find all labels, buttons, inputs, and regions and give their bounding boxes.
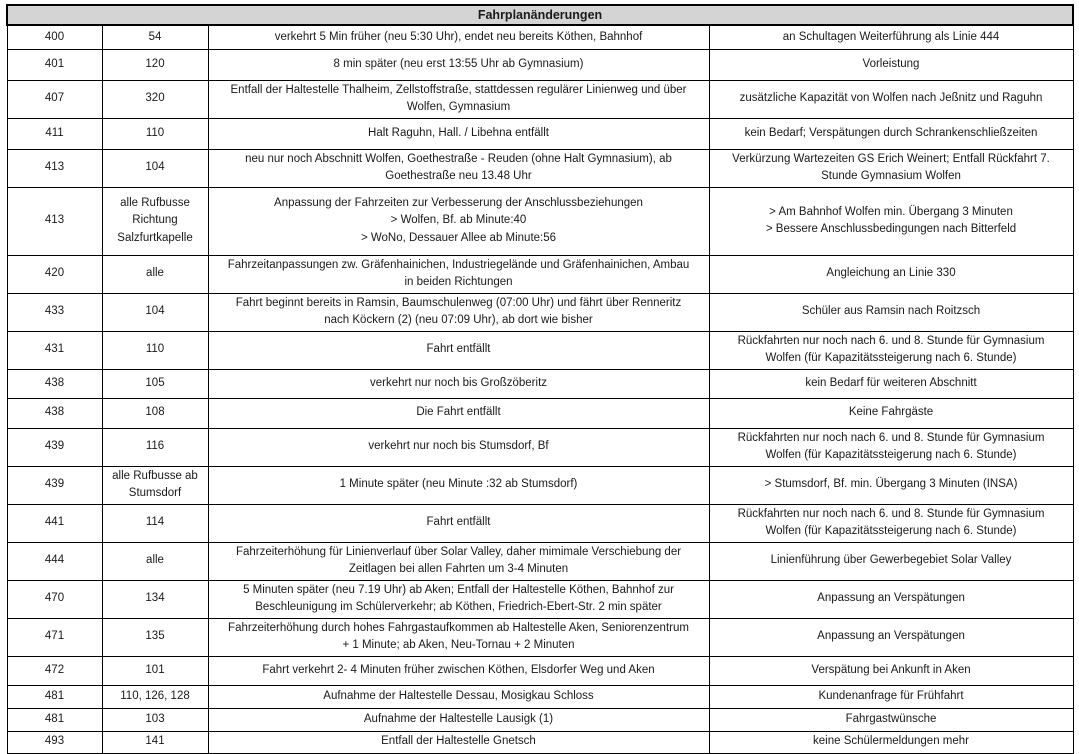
reason-cell-text: Anpassung an Verspätungen <box>817 630 965 643</box>
reason-cell-text: kein Bedarf für weiteren Abschnitt <box>805 376 977 389</box>
reason-cell[interactable] <box>709 685 1073 708</box>
change-description-cell-text: 5 Minuten später (neu 7.19 Uhr) ab Aken; Entfall der Haltestelle Köthen, Bahnhof zur Beschleunigung im Schülerverkehr; ab Köthen, Friedrich-Ebert-Str. 2 min später <box>243 583 674 613</box>
change-description-cell-text: 8 min später (neu erst 13:55 Uhr ab Gymnasium) <box>333 57 584 70</box>
table-row <box>7 685 1073 708</box>
reason-cell[interactable] <box>709 708 1073 731</box>
change-description-cell-text: 1 Minute später (neu Minute :32 ab Stumsdorf) <box>339 478 578 491</box>
line-number-cell-text: 420 <box>44 267 65 280</box>
reason-cell[interactable] <box>709 149 1073 187</box>
trip-cell-text: 116 <box>145 440 165 453</box>
line-number-cell[interactable] <box>7 731 102 753</box>
line-number-cell-text: 470 <box>44 592 65 605</box>
reason-cell-text: Rückfahrten nur noch nach 6. und 8. Stunde für Gymnasium Wolfen (für Kapazitätssteigerung nach 6. Stunde) <box>737 431 1045 461</box>
reason-cell-text: keine Schülermeldungen mehr <box>813 735 969 748</box>
trip-cell[interactable] <box>102 398 208 428</box>
trip-cell-text: 120 <box>145 57 165 70</box>
table-row <box>7 708 1073 731</box>
line-number-cell[interactable] <box>7 504 102 542</box>
line-number-cell[interactable] <box>7 618 102 656</box>
table-row <box>7 49 1073 80</box>
trip-cell-text: 320 <box>145 92 165 105</box>
table-row <box>7 255 1073 293</box>
reason-cell[interactable] <box>709 49 1073 80</box>
trip-cell-text: 101 <box>145 663 165 676</box>
change-description-cell-text: verkehrt nur noch bis Stumsdorf, Bf <box>368 440 549 453</box>
title-row <box>7 5 1073 25</box>
trip-cell-text: alle Rufbusse Richtung Salzfurtkapelle <box>117 196 193 244</box>
reason-cell-text: an Schultagen Weiterführung als Linie 444 <box>782 30 1000 43</box>
change-description-cell[interactable] <box>208 293 709 331</box>
line-number-cell[interactable] <box>7 293 102 331</box>
line-number-cell-text: 400 <box>44 30 65 43</box>
trip-cell[interactable] <box>102 80 208 118</box>
reason-cell-text: Rückfahrten nur noch nach 6. und 8. Stunde für Gymnasium Wolfen (für Kapazitätssteigerung nach 6. Stunde) <box>737 507 1045 537</box>
line-number-cell-text: 472 <box>44 663 65 676</box>
reason-cell[interactable] <box>709 618 1073 656</box>
trip-cell[interactable] <box>102 580 208 618</box>
trip-cell-text: 104 <box>145 161 165 174</box>
trip-cell[interactable] <box>102 504 208 542</box>
line-number-cell[interactable] <box>7 80 102 118</box>
reason-cell-text: > Am Bahnhof Wolfen min. Übergang 3 Minuten > Bessere Anschlussbedingungen nach Bitterfeld <box>765 205 1017 235</box>
line-number-cell[interactable] <box>7 580 102 618</box>
trip-cell-text: alle <box>146 554 164 567</box>
change-description-cell-text: Anpassung der Fahrzeiten zur Verbesserung der Anschlussbeziehungen > Wolfen, Bf. ab Minute:40 > WoNo, Dessauer Allee ab Minute:56 <box>274 196 643 244</box>
change-description-cell[interactable] <box>208 504 709 542</box>
table-row <box>7 80 1073 118</box>
change-description-cell[interactable] <box>208 80 709 118</box>
line-number-cell-text: 413 <box>44 214 65 227</box>
reason-cell[interactable] <box>709 731 1073 753</box>
line-number-cell[interactable] <box>7 656 102 685</box>
reason-cell[interactable] <box>709 118 1073 149</box>
reason-cell-text: Schüler aus Ramsin nach Roitzsch <box>801 305 981 318</box>
change-description-cell-text: Die Fahrt entfällt <box>416 406 501 419</box>
line-number-cell[interactable] <box>7 331 102 369</box>
line-number-cell[interactable] <box>7 708 102 731</box>
trip-cell-text: 134 <box>145 592 165 605</box>
reason-cell[interactable] <box>709 25 1073 49</box>
table-body <box>7 25 1073 753</box>
change-description-cell[interactable] <box>208 255 709 293</box>
line-number-cell-text: 481 <box>44 712 65 725</box>
change-description-cell-text: neu nur noch Abschnitt Wolfen, Goethestraße - Reuden (ohne Halt Gymnasium), ab Goethestraße neu 13.48 Uhr <box>245 152 672 182</box>
trip-cell-text: 110 <box>145 126 165 139</box>
table-row <box>7 25 1073 49</box>
change-description-cell-text: verkehrt nur noch bis Großzöberitz <box>369 376 548 389</box>
reason-cell-text: Vorleistung <box>862 57 920 70</box>
trip-cell[interactable] <box>102 369 208 398</box>
reason-cell-text: Verkürzung Wartezeiten GS Erich Weinert; Entfall Rückfahrt 7. Stunde Gymnasium Wolfen <box>732 152 1050 182</box>
trip-cell-text: 103 <box>145 712 165 725</box>
line-number-cell[interactable] <box>7 118 102 149</box>
trip-cell[interactable] <box>102 187 208 255</box>
line-number-cell-text: 401 <box>44 57 65 70</box>
trip-cell-text: 114 <box>145 516 165 529</box>
table-row <box>7 398 1073 428</box>
line-number-cell-text: 438 <box>44 376 65 389</box>
reason-cell-text: zusätzliche Kapazität von Wolfen nach Jeßnitz und Raguhn <box>739 92 1043 105</box>
change-description-cell[interactable] <box>208 331 709 369</box>
change-description-cell-text: Fahrt entfällt <box>426 516 491 529</box>
trip-cell[interactable] <box>102 118 208 149</box>
change-description-cell-text: Fahrzeiterhöhung durch hohes Fahrgastaufkommen ab Haltestelle Aken, Seniorenzentrum + 1 Minute; ab Aken, Neu-Tornau + 2 Minuten <box>228 621 689 651</box>
change-description-cell[interactable] <box>208 428 709 466</box>
table-row <box>7 466 1073 504</box>
reason-cell-text: > Stumsdorf, Bf. min. Übergang 3 Minuten (INSA) <box>764 478 1018 491</box>
reason-cell[interactable] <box>709 80 1073 118</box>
trip-cell-text: 141 <box>145 735 165 748</box>
table-row <box>7 618 1073 656</box>
trip-cell-text: 104 <box>145 305 165 318</box>
line-number-cell[interactable] <box>7 255 102 293</box>
reason-cell[interactable] <box>709 466 1073 504</box>
trip-cell[interactable] <box>102 618 208 656</box>
reason-cell-text: Fahrgastwünsche <box>845 712 937 725</box>
reason-cell[interactable] <box>709 187 1073 255</box>
change-description-cell[interactable] <box>208 656 709 685</box>
table-row <box>7 369 1073 398</box>
reason-cell-text: Rückfahrten nur noch nach 6. und 8. Stunde für Gymnasium Wolfen (für Kapazitätssteigerung nach 6. Stunde) <box>737 334 1045 364</box>
change-description-cell[interactable] <box>208 118 709 149</box>
line-number-cell[interactable] <box>7 25 102 49</box>
change-description-cell[interactable] <box>208 187 709 255</box>
table-row <box>7 504 1073 542</box>
table-row <box>7 542 1073 580</box>
table-row <box>7 331 1073 369</box>
line-number-cell[interactable] <box>7 369 102 398</box>
change-description-cell[interactable] <box>208 369 709 398</box>
line-number-cell[interactable] <box>7 149 102 187</box>
line-number-cell[interactable] <box>7 542 102 580</box>
change-description-cell[interactable] <box>208 708 709 731</box>
line-number-cell[interactable] <box>7 685 102 708</box>
reason-cell[interactable] <box>709 504 1073 542</box>
trip-cell-text: alle Rufbusse ab Stumsdorf <box>112 469 198 499</box>
change-description-cell[interactable] <box>208 731 709 753</box>
trip-cell-text: 135 <box>145 630 165 643</box>
reason-cell[interactable] <box>709 331 1073 369</box>
trip-cell-text: 108 <box>145 406 165 419</box>
change-description-cell[interactable] <box>208 398 709 428</box>
change-description-cell-text: Aufnahme der Haltestelle Lausigk (1) <box>363 712 554 725</box>
trip-cell[interactable] <box>102 149 208 187</box>
line-number-cell-text: 439 <box>44 478 65 491</box>
line-number-cell-text: 493 <box>44 735 65 748</box>
reason-cell-text: Angleichung an Linie 330 <box>826 267 956 280</box>
reason-cell[interactable] <box>709 580 1073 618</box>
line-number-cell-text: 411 <box>45 126 64 139</box>
change-description-cell-text: Halt Raguhn, Hall. / Libehna entfällt <box>368 126 549 139</box>
trip-cell[interactable] <box>102 49 208 80</box>
table-title: Fahrplanänderungen <box>7 5 1073 25</box>
reason-cell-text: Linienführung über Gewerbegebiet Solar Valley <box>770 554 1012 567</box>
trip-cell[interactable] <box>102 255 208 293</box>
change-description-cell-text: Fahrt beginnt bereits in Ramsin, Baumschulenweg (07:00 Uhr) und fährt über Renneritz nach Köckern (2) (neu 07:09 Uhr), ab dort wie bisher <box>235 296 682 326</box>
reason-cell-text: Anpassung an Verspätungen <box>817 592 965 605</box>
reason-cell[interactable] <box>709 255 1073 293</box>
trip-cell-text: 54 <box>148 30 162 43</box>
change-description-cell-text: Entfall der Haltestelle Thalheim, Zellstoffstraße, stattdessen regulärer Linienweg und über Wolfen, Gymnasium <box>230 83 687 113</box>
trip-cell[interactable] <box>102 656 208 685</box>
change-description-cell-text: Fahrzeitanpassungen zw. Gräfenhainichen, Industriegelände und Gräfenhainichen, Ambau in beiden Richtungen <box>227 258 690 288</box>
table-row <box>7 293 1073 331</box>
trip-cell-text: 110 <box>145 343 165 356</box>
line-number-cell-text: 441 <box>44 516 65 529</box>
line-number-cell[interactable] <box>7 187 102 255</box>
line-number-cell-text: 481 <box>44 689 65 702</box>
trip-cell[interactable] <box>102 731 208 753</box>
table-row <box>7 187 1073 255</box>
change-description-cell-text: Fahrt entfällt <box>426 343 491 356</box>
reason-cell[interactable] <box>709 398 1073 428</box>
reason-cell[interactable] <box>709 656 1073 685</box>
line-number-cell[interactable] <box>7 49 102 80</box>
reason-cell-text: Kundenanfrage für Frühfahrt <box>818 689 964 702</box>
reason-cell[interactable] <box>709 428 1073 466</box>
table-row <box>7 118 1073 149</box>
line-number-cell-text: 471 <box>44 630 65 643</box>
change-description-cell-text: Fahrt verkehrt 2- 4 Minuten früher zwischen Köthen, Elsdorfer Weg und Aken <box>262 663 655 676</box>
change-description-cell[interactable] <box>208 49 709 80</box>
reason-cell-text: Verspätung bei Ankunft in Aken <box>811 663 971 676</box>
change-description-cell[interactable] <box>208 25 709 49</box>
line-number-cell-text: 413 <box>44 161 65 174</box>
trip-cell[interactable] <box>102 428 208 466</box>
reason-cell-text: Keine Fahrgäste <box>848 406 934 419</box>
table-row <box>7 656 1073 685</box>
line-number-cell[interactable] <box>7 466 102 504</box>
line-number-cell-text: 407 <box>44 92 65 105</box>
trip-cell[interactable] <box>102 293 208 331</box>
change-description-cell-text: Fahrzeiterhöhung für Linienverlauf über Solar Valley, daher mimimale Verschiebung der Zeitlagen bei allen Fahrten um 3-4 Minuten <box>235 545 682 575</box>
line-number-cell[interactable] <box>7 398 102 428</box>
reason-cell-text: kein Bedarf; Verspätungen durch Schrankenschließzeiten <box>744 126 1038 139</box>
trip-cell-text: 105 <box>145 376 165 389</box>
reason-cell[interactable] <box>709 542 1073 580</box>
trip-cell[interactable] <box>102 25 208 49</box>
change-description-cell[interactable] <box>208 149 709 187</box>
change-description-cell[interactable] <box>208 542 709 580</box>
reason-cell[interactable] <box>709 369 1073 398</box>
table-row <box>7 149 1073 187</box>
line-number-cell[interactable] <box>7 428 102 466</box>
change-description-cell[interactable] <box>208 580 709 618</box>
trip-cell-text: alle <box>146 267 164 280</box>
table-row <box>7 580 1073 618</box>
trip-cell[interactable] <box>102 466 208 504</box>
line-number-cell-text: 431 <box>44 343 65 356</box>
line-number-cell-text: 433 <box>44 305 65 318</box>
trip-cell[interactable] <box>102 708 208 731</box>
change-description-cell-text: Entfall der Haltestelle Gnetsch <box>381 735 536 748</box>
line-number-cell-text: 444 <box>44 554 65 567</box>
table-row <box>7 428 1073 466</box>
trip-cell-text: 110, 126, 128 <box>120 689 190 702</box>
reason-cell[interactable] <box>709 293 1073 331</box>
line-number-cell-text: 439 <box>44 440 65 453</box>
change-description-cell-text: Aufnahme der Haltestelle Dessau, Mosigkau Schloss <box>323 689 594 702</box>
change-description-cell-text: verkehrt 5 Min früher (neu 5:30 Uhr), endet neu bereits Köthen, Bahnhof <box>274 30 643 43</box>
schedule-changes-table <box>6 4 1074 754</box>
trip-cell[interactable] <box>102 685 208 708</box>
table-row <box>7 731 1073 753</box>
trip-cell[interactable] <box>102 542 208 580</box>
trip-cell[interactable] <box>102 331 208 369</box>
change-description-cell[interactable] <box>208 618 709 656</box>
change-description-cell[interactable] <box>208 466 709 504</box>
change-description-cell[interactable] <box>208 685 709 708</box>
line-number-cell-text: 438 <box>44 406 65 419</box>
